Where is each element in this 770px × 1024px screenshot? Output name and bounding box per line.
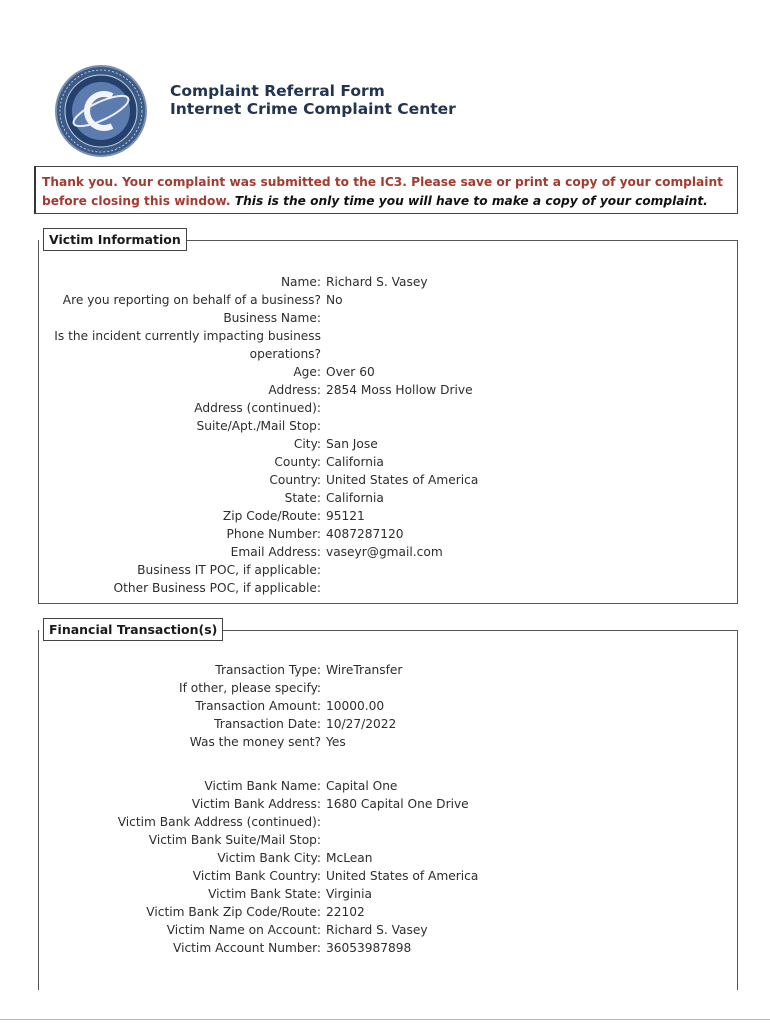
field-row (39, 849, 737, 867)
field-label: Transaction Type: (215, 663, 321, 677)
header-titles (170, 82, 456, 118)
field-value (321, 327, 326, 363)
form-title: Complaint Referral Form (170, 82, 385, 100)
field-row (39, 661, 737, 679)
field-row (39, 471, 737, 489)
victim-fields (39, 273, 737, 597)
field-label: Country: (269, 473, 321, 487)
field-row (39, 363, 737, 381)
field-label: County: (274, 455, 321, 469)
field-row (39, 381, 737, 399)
field-row (39, 715, 737, 733)
field-value: WireTransfer (326, 663, 403, 677)
field-row (39, 507, 737, 525)
field-value: 95121 (326, 509, 365, 523)
field-value: United States of America (326, 869, 479, 883)
field-row (39, 453, 737, 471)
field-row (39, 543, 737, 561)
field-label: Other Business POC, if applicable: (113, 581, 321, 595)
field-row (39, 885, 737, 903)
field-row (39, 831, 737, 849)
field-value (321, 309, 326, 327)
field-value: 1680 Capital One Drive (326, 797, 469, 811)
field-value (321, 417, 326, 435)
field-value: San Jose (326, 437, 378, 451)
field-value (321, 399, 326, 417)
field-value: McLean (326, 851, 373, 865)
field-label: Address: (268, 383, 321, 397)
field-label: City: (293, 437, 321, 451)
field-row (39, 273, 737, 291)
field-value: United States of America (326, 473, 479, 487)
field-label: Victim Bank Name: (204, 779, 321, 793)
field-row (39, 777, 737, 795)
field-value: Capital One (326, 779, 398, 793)
field-value: vaseyr@gmail.com (326, 545, 443, 559)
field-label: If other, please specify: (179, 681, 321, 695)
field-row (39, 435, 737, 453)
field-value (321, 679, 326, 697)
field-value: Virginia (326, 887, 372, 901)
financial-transactions-section (38, 622, 738, 990)
field-value: 2854 Moss Hollow Drive (326, 383, 473, 397)
field-row (39, 579, 737, 597)
field-value: Richard S. Vasey (326, 923, 428, 937)
field-row (39, 309, 737, 327)
field-row (39, 291, 737, 309)
bank-fields (39, 777, 737, 957)
field-value (321, 579, 326, 597)
field-value: Richard S. Vasey (326, 275, 428, 289)
field-row (39, 867, 737, 885)
field-value: 10000.00 (326, 699, 385, 713)
field-row (39, 697, 737, 715)
field-row (39, 399, 737, 417)
field-row (39, 903, 737, 921)
field-label: Name: (280, 275, 321, 289)
field-value: 4087287120 (326, 527, 404, 541)
field-row (39, 489, 737, 507)
field-label: Is the incident currently impacting business operations? (54, 329, 321, 361)
field-row (39, 813, 737, 831)
field-label: State: (284, 491, 321, 505)
field-label: Phone Number: (226, 527, 321, 541)
field-value (321, 561, 326, 579)
field-row (39, 921, 737, 939)
field-row (39, 795, 737, 813)
field-value: California (326, 455, 384, 469)
field-label: Transaction Date: (214, 717, 321, 731)
ic3-seal-icon (54, 64, 148, 158)
transaction-fields (39, 661, 737, 751)
field-label: Are you reporting on behalf of a business? (62, 293, 321, 307)
field-label: Victim Bank State: (208, 887, 321, 901)
field-value: 22102 (326, 905, 365, 919)
field-value (321, 813, 326, 831)
victim-information-section (38, 232, 738, 604)
field-row (39, 733, 737, 751)
field-label: Transaction Amount: (195, 699, 321, 713)
field-label: Address (continued): (194, 401, 321, 415)
field-label: Suite/Apt./Mail Stop: (196, 419, 321, 433)
field-value: Over 60 (326, 365, 375, 379)
field-label: Email Address: (230, 545, 321, 559)
field-label: Victim Bank City: (217, 851, 321, 865)
field-label: Victim Bank Suite/Mail Stop: (148, 833, 321, 847)
field-label: Business Name: (223, 311, 321, 325)
field-label: Was the money sent? (189, 735, 321, 749)
field-row (39, 679, 737, 697)
field-label: Victim Account Number: (173, 941, 321, 955)
field-label: Zip Code/Route: (222, 509, 321, 523)
field-row (39, 327, 737, 363)
field-row (39, 561, 737, 579)
notice-text: Thank you. Your complaint was submitted to the IC3. Please save or print a copy of your complaint before closing this window. (42, 175, 723, 208)
field-label: Business IT POC, if applicable: (137, 563, 321, 577)
field-value: 10/27/2022 (326, 717, 397, 731)
field-value: Yes (326, 735, 346, 749)
field-value: No (326, 293, 343, 307)
field-label: Victim Bank Address (continued): (117, 815, 321, 829)
financial-transactions-legend: Financial Transaction(s) (43, 618, 223, 641)
field-value: 36053987898 (326, 941, 412, 955)
field-label: Victim Bank Address: (191, 797, 321, 811)
field-label: Victim Bank Zip Code/Route: (146, 905, 321, 919)
notice-emphasis: This is the only time you will have to make a copy of your complaint. (234, 194, 708, 208)
field-row (39, 939, 737, 957)
page-bottom-rule (0, 1019, 770, 1020)
field-value: California (326, 491, 384, 505)
field-row (39, 417, 737, 435)
submission-notice (34, 166, 738, 214)
form-subtitle: Internet Crime Complaint Center (170, 100, 456, 118)
field-value (321, 831, 326, 849)
field-label: Victim Bank Country: (192, 869, 321, 883)
field-row (39, 525, 737, 543)
field-label: Age: (293, 365, 321, 379)
field-label: Victim Name on Account: (166, 923, 321, 937)
victim-information-legend: Victim Information (43, 228, 187, 251)
